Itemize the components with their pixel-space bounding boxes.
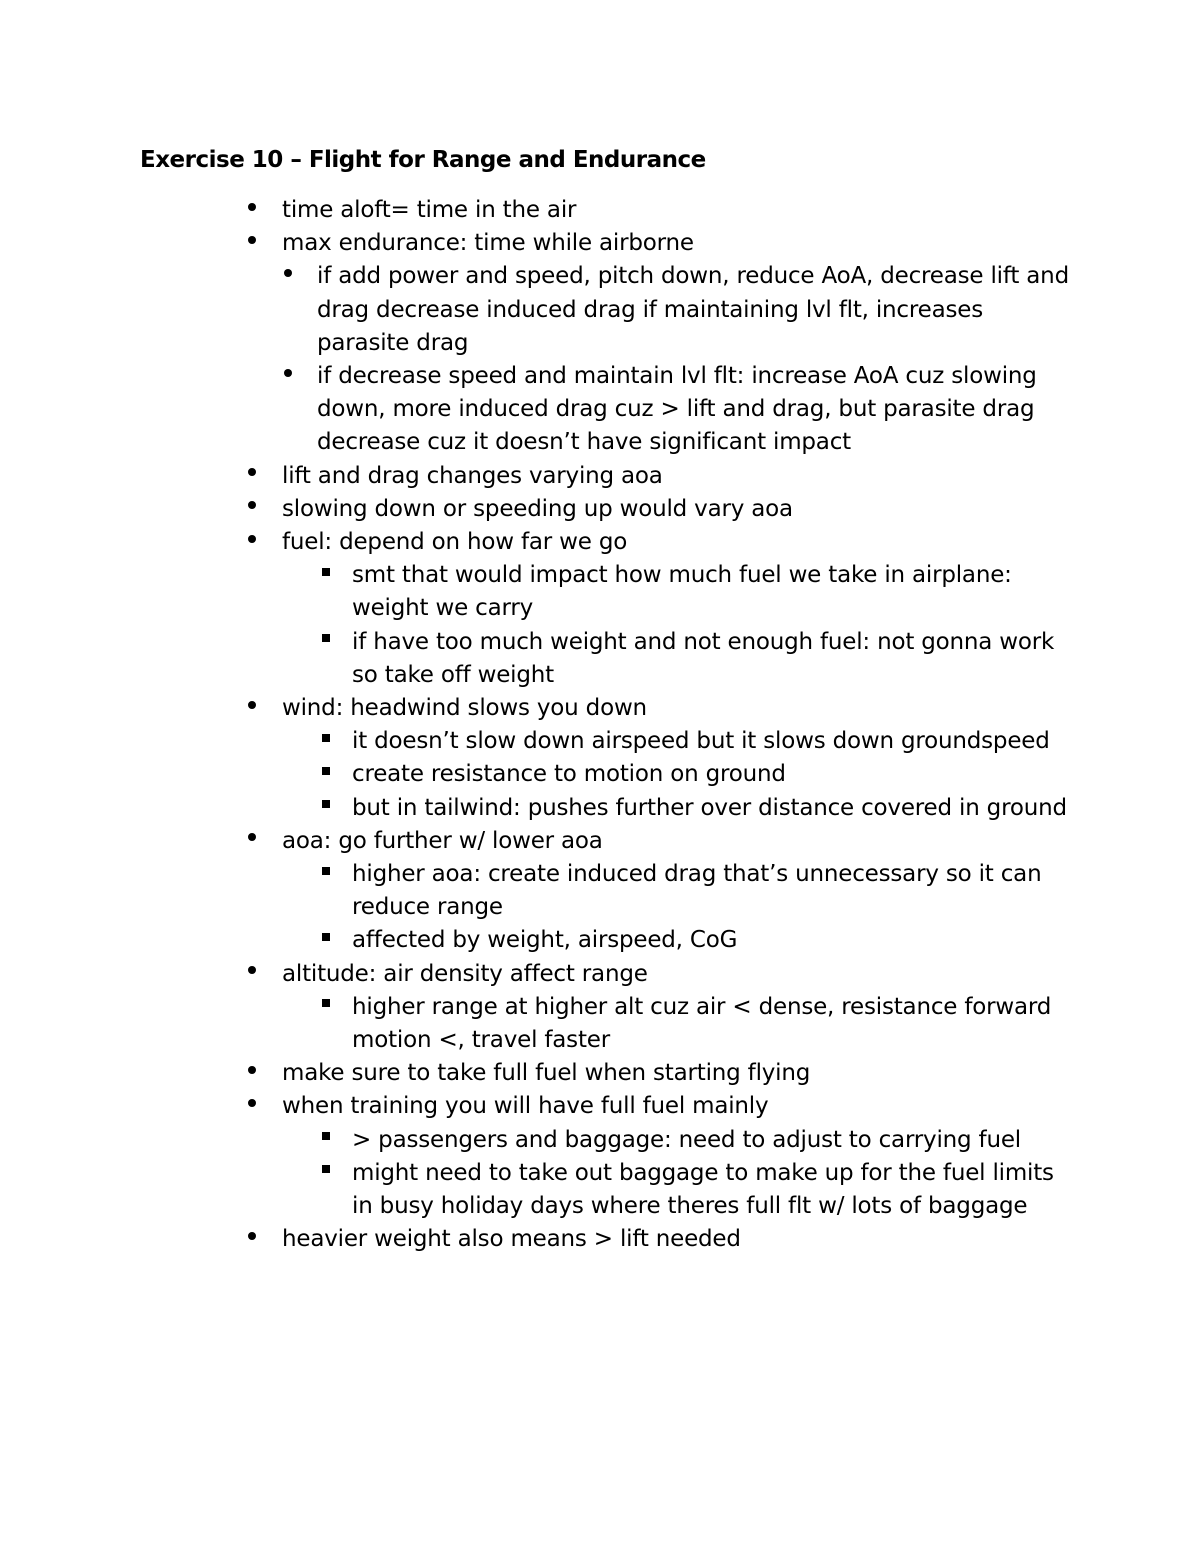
list-item-text: time aloft= time in the air [282,197,577,223]
square-bullet-icon [316,991,336,1024]
list-item-text: higher aoa: create induced drag that’s unnecessary so it can reduce range [352,861,1042,921]
list-item-text: max endurance: time while airborne [282,230,694,257]
list-item-text: > passengers and baggage: need to adjust to carrying fuel [352,1126,1021,1153]
round-bullet-icon [242,526,262,559]
round-bullet-icon [242,825,262,858]
list-item-text: if add power and speed, pitch down, reduce AoA, decrease lift and drag decrease induced drag if maintaining lvl flt, increases parasite drag [317,263,1069,356]
list-item-text: if decrease speed and maintain lvl flt: increase AoA cuz slowing down, more induced drag cuz > lift and drag, but parasite drag decrease cuz it doesn’t have significant impact [317,363,1037,456]
square-bullet-icon [316,1157,336,1190]
list-item [0,460,1200,493]
list-item-text: when training you will have full fuel mainly [282,1093,769,1120]
notes-list [0,194,1200,1257]
sub-list-item [0,260,1200,360]
list-item [0,1057,1200,1090]
square-bullet-icon [316,1124,336,1157]
round-bullet-icon [278,260,298,293]
sub-list-item [0,1157,1200,1223]
list-item-text: make sure to take full fuel when starting flying [282,1060,811,1087]
list-item-text: might need to take out baggage to make up for the fuel limits in busy holiday days where theres full flt w/ lots of baggage [352,1159,1054,1220]
round-bullet-icon [242,227,262,260]
round-bullet-icon [242,1057,262,1090]
sub-list-item [0,626,1200,692]
list-item-text: slowing down or speeding up would vary aoa [282,495,793,522]
list-item-text: if have too much weight and not enough fuel: not gonna work so take off weight [352,628,1055,688]
list-item-text: higher range at higher alt cuz air < dense, resistance forward motion <, travel faster [352,993,1052,1054]
list-item-text: but in tailwind: pushes further over distance covered in ground [352,794,1067,821]
sub-list-item [0,1124,1200,1157]
square-bullet-icon [316,626,336,659]
list-item [0,1223,1200,1256]
list-item-text: fuel: depend on how far we go [282,529,628,556]
list-item [0,493,1200,526]
list-item-text: smt that would impact how much fuel we take in airplane: weight we carry [352,562,1012,622]
list-item [0,526,1200,559]
list-item [0,194,1200,227]
sub-list-item [0,559,1200,625]
square-bullet-icon [316,924,336,957]
round-bullet-icon [242,1090,262,1123]
round-bullet-icon [242,692,262,725]
sub-list-item [0,858,1200,924]
square-bullet-icon [316,559,336,592]
list-item-text: wind: headwind slows you down [282,695,647,722]
list-item [0,1090,1200,1123]
square-bullet-icon [316,858,336,891]
sub-list-item [0,725,1200,758]
round-bullet-icon [242,1223,262,1256]
list-item [0,958,1200,991]
list-item-text: heavier weight also means > lift needed [282,1226,741,1253]
sub-list-item [0,991,1200,1057]
round-bullet-icon [242,460,262,493]
document-title: Exercise 10 – Flight for Range and Endurance [140,147,706,173]
list-item [0,227,1200,260]
square-bullet-icon [316,725,336,758]
list-item-text: altitude: air density affect range [282,960,648,987]
square-bullet-icon [316,792,336,825]
sub-list-item [0,360,1200,460]
sub-list-item [0,758,1200,791]
list-item [0,692,1200,725]
round-bullet-icon [278,360,298,393]
list-item-text: lift and drag changes varying aoa [282,462,663,489]
list-item-text: create resistance to motion on ground [352,761,786,788]
square-bullet-icon [316,758,336,791]
list-item [0,825,1200,858]
round-bullet-icon [242,194,262,227]
round-bullet-icon [242,493,262,526]
list-item-text: aoa: go further w/ lower aoa [282,827,603,854]
sub-list-item [0,792,1200,825]
list-item-text: it doesn’t slow down airspeed but it slows down groundspeed [352,728,1050,755]
round-bullet-icon [242,958,262,991]
list-item-text: affected by weight, airspeed, CoG [352,927,738,954]
sub-list-item [0,924,1200,957]
